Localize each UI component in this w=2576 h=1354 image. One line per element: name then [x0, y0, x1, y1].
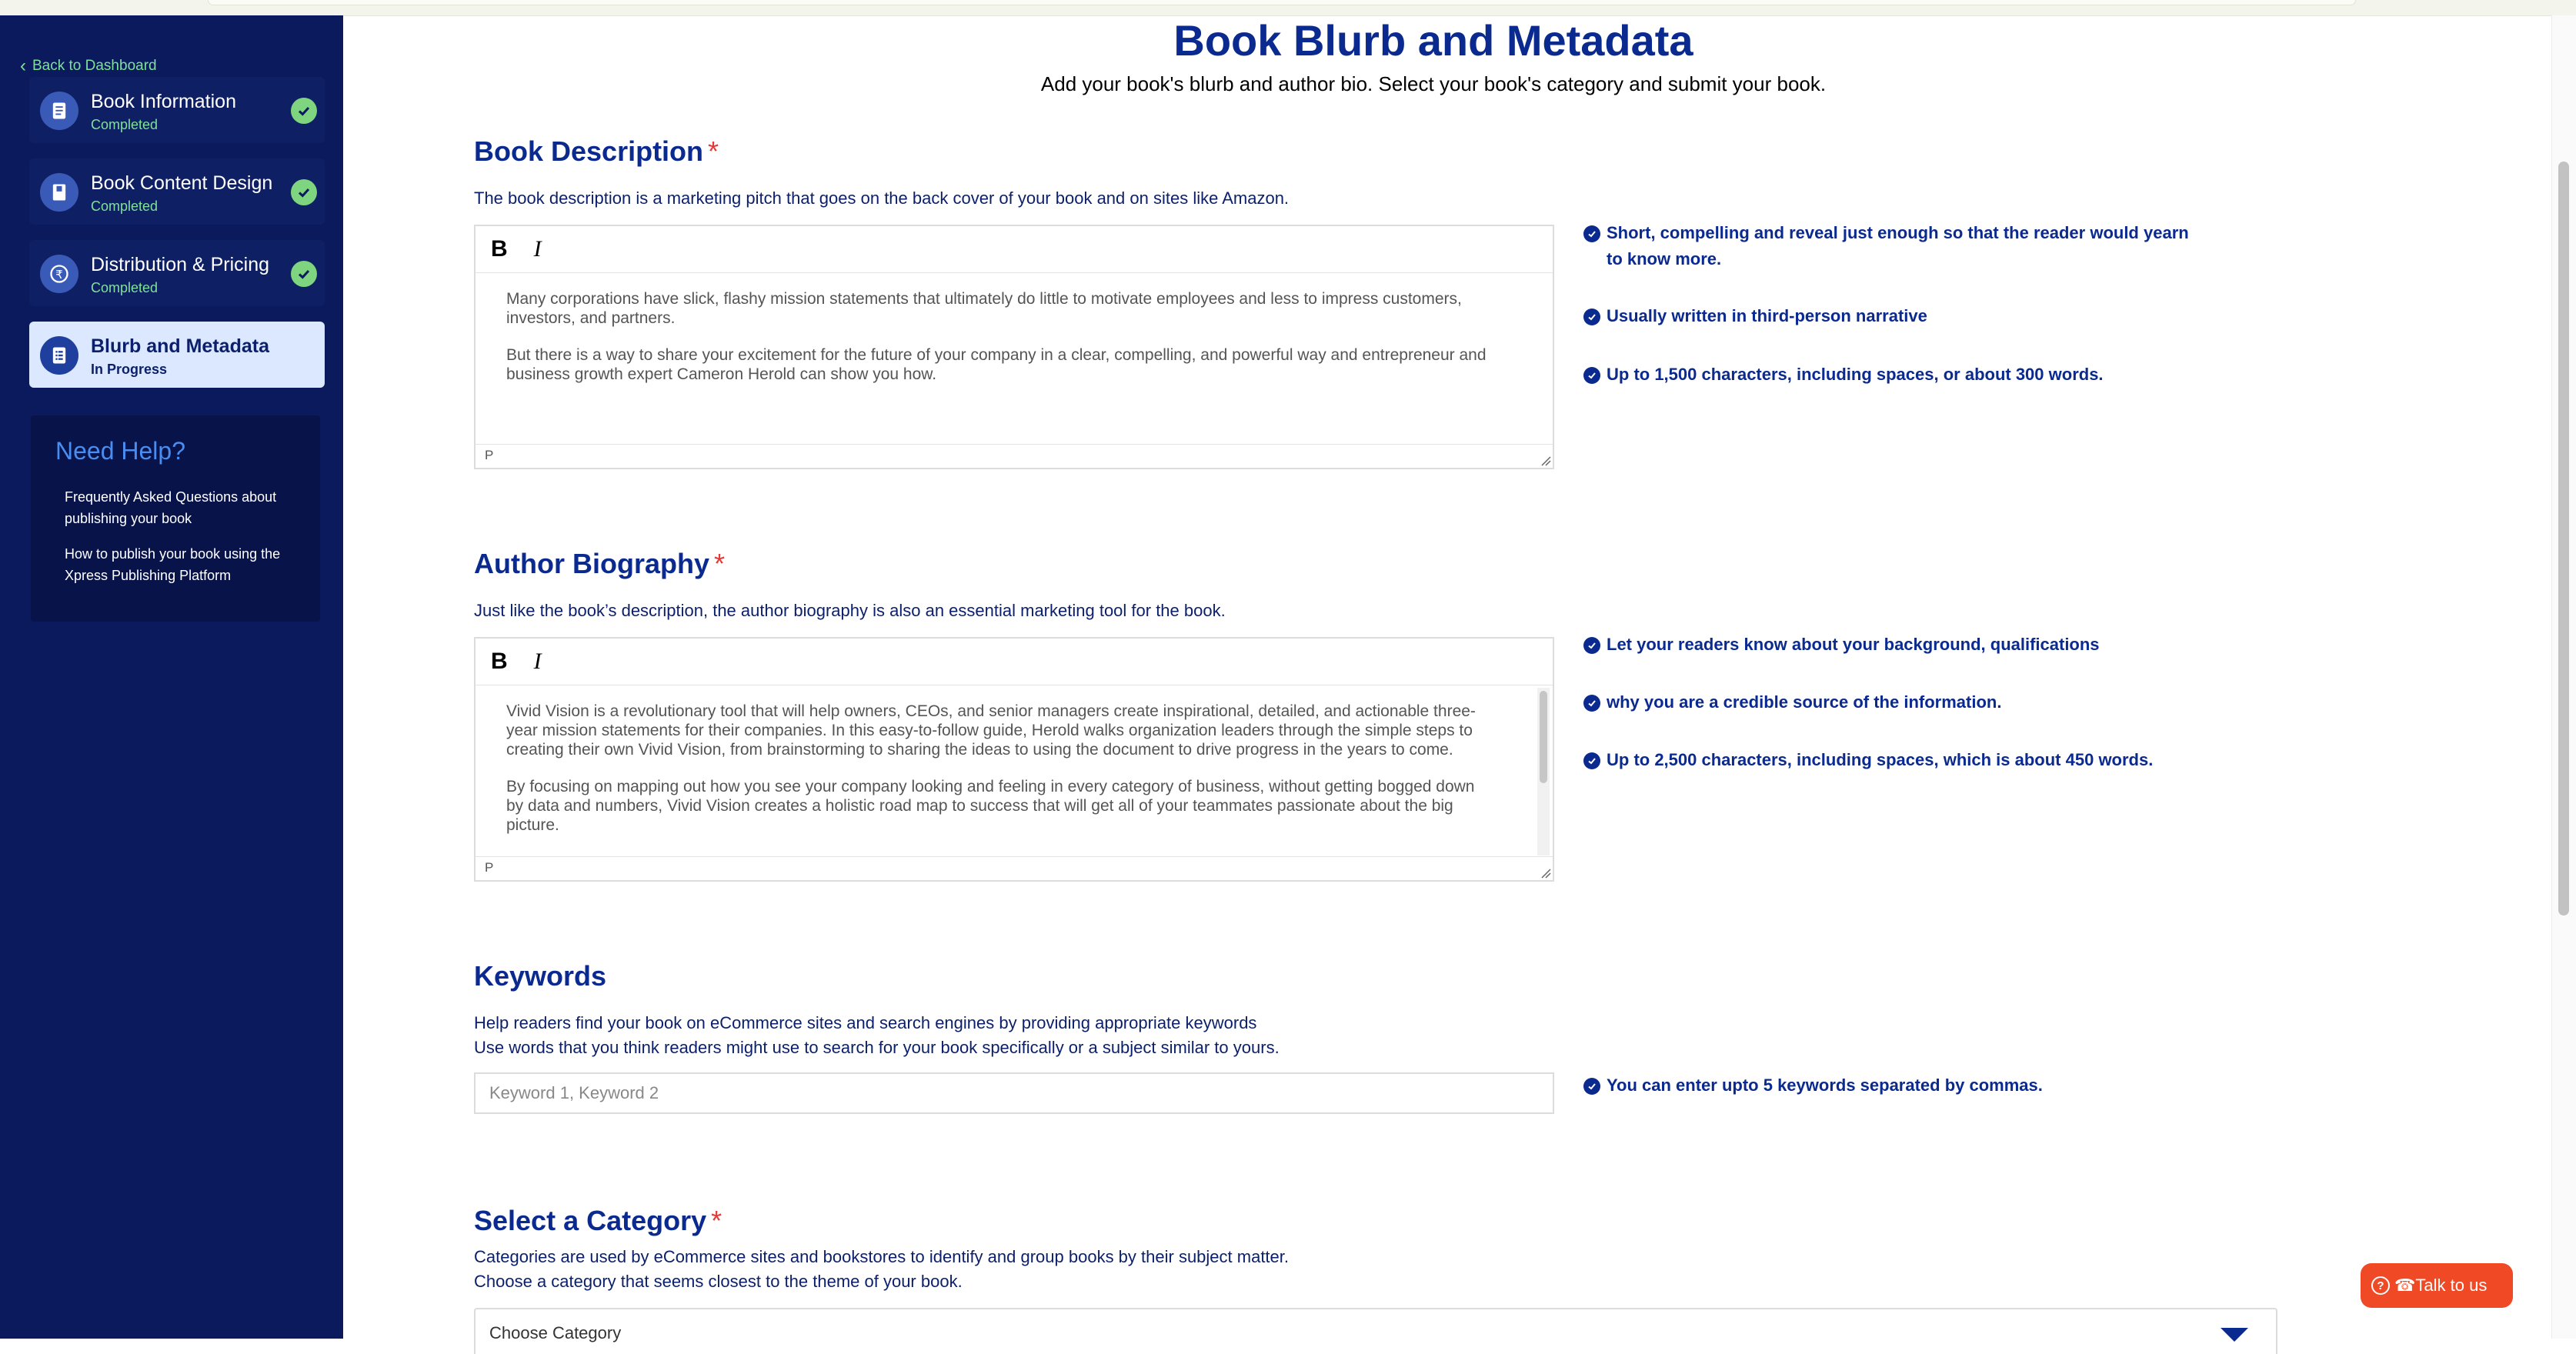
sidebar-step-distribution-pricing[interactable]	[29, 240, 325, 306]
book-description-editor[interactable]	[474, 225, 1554, 469]
help-circle-icon: ?	[2371, 1276, 2390, 1295]
tip-item	[1583, 303, 2191, 329]
tip-text: Short, compelling and reveal just enough so that the reader would yearn to know more.	[1607, 223, 2189, 268]
author-biography-editor[interactable]	[474, 637, 1554, 882]
back-to-dashboard-link[interactable]	[20, 57, 157, 75]
check-circle-icon	[1583, 695, 1600, 712]
author-biography-title	[474, 548, 725, 580]
required-mark: *	[713, 548, 725, 579]
editor-paragraph: By focusing on mapping out how you see your company looking and feeling in every category of business, without getting bogged down by data and numbers, Vivid Vision creates a holistic road map to success that will get all of your teammates passionate about the big picture.	[506, 778, 1475, 834]
italic-button[interactable]: I	[533, 649, 542, 674]
keywords-title: Keywords	[474, 960, 607, 992]
category-selected-value: Choose Category	[489, 1323, 622, 1342]
resize-handle-icon[interactable]	[1540, 868, 1551, 879]
tip-item	[1583, 632, 2191, 658]
sidebar-step-book-information[interactable]	[29, 77, 325, 143]
tip-text: You can enter upto 5 keywords separated by commas.	[1607, 1076, 2043, 1095]
talk-to-us-button[interactable]	[2361, 1263, 2513, 1308]
tip-text: Usually written in third-person narrative	[1607, 306, 1927, 325]
editor-content[interactable]	[475, 685, 1553, 857]
top-bar-edge	[208, 0, 2356, 5]
editor-toolbar	[475, 226, 1553, 273]
keywords-help-line2: Use words that you think readers might use to search for your book specifically or a subject similar to yours.	[474, 1038, 1280, 1057]
tip-text: Up to 1,500 characters, including spaces, or about 300 words.	[1607, 365, 2104, 384]
keywords-help-line1: Help readers find your book on eCommerce sites and search engines by providing appropriate keywords	[474, 1013, 1257, 1032]
tip-item	[1583, 747, 2191, 773]
sidebar-step-book-content-design[interactable]	[29, 158, 325, 225]
main-content	[343, 15, 2545, 1342]
check-circle-icon	[291, 179, 317, 205]
category-select[interactable]	[474, 1308, 2277, 1354]
editor-paragraph: Vivid Vision is a revolutionary tool that will help owners, CEOs, and senior managers create inspirational, detailed, and actionable three-year mission statements for their companies. In this easy-to-follow guide, Herold walks organization leaders through the simple steps to creating their own Vivid Vision, from brainstorming to sharing the ideas to using the document to drive progress in the years to come.	[506, 702, 1476, 759]
book-description-title	[474, 135, 719, 168]
help-link-faq[interactable]: Frequently Asked Questions about publishing your book	[65, 489, 277, 526]
caret-down-icon	[2221, 1328, 2248, 1342]
select-category-title	[474, 1205, 722, 1237]
bold-button[interactable]: B	[491, 236, 508, 262]
step-title: Book Content Design	[91, 172, 273, 194]
step-title: Blurb and Metadata	[91, 335, 269, 357]
check-circle-icon	[1583, 308, 1600, 325]
tip-text: Up to 2,500 characters, including spaces, which is about 450 words.	[1607, 750, 2154, 769]
author-biography-help: Just like the book’s description, the author biography is also an essential marketing tool for the book.	[474, 601, 1226, 620]
required-mark: *	[711, 1205, 722, 1236]
step-status: Completed	[91, 117, 158, 132]
section-title-text: Author Biography	[474, 548, 709, 579]
editor-content[interactable]	[475, 272, 1553, 445]
step-title: Book Information	[91, 91, 236, 112]
chevron-left-icon: ‹	[20, 55, 26, 76]
editor-scrollbar[interactable]	[1537, 688, 1550, 855]
need-help-title: Need Help?	[55, 437, 185, 465]
list-icon	[40, 336, 78, 375]
back-link-label: Back to Dashboard	[32, 58, 157, 74]
page-title: Book Blurb and Metadata	[1173, 16, 1693, 65]
tip-item	[1583, 362, 2191, 388]
rupee-icon	[40, 255, 78, 293]
editor-statusbar: P	[475, 856, 1553, 880]
italic-button[interactable]: I	[533, 236, 542, 262]
help-link-publishing-guide[interactable]: How to publish your book using the Xpress Publishing Platform	[65, 546, 281, 583]
check-circle-icon	[1583, 752, 1600, 769]
section-title-text: Select a Category	[474, 1205, 707, 1236]
category-help-line1: Categories are used by eCommerce sites and bookstores to identify and group books by their subject matter.	[474, 1247, 1290, 1266]
editor-paragraph: But there is a way to share your excitement for the future of your company in a clear, compelling, and powerful way and entrepreneur and business growth expert Cameron Herold can show you how.	[506, 346, 1487, 383]
sidebar-step-blurb-metadata[interactable]	[29, 322, 325, 388]
sidebar	[0, 15, 343, 1339]
check-circle-icon	[291, 98, 317, 124]
tip-item	[1583, 1072, 2191, 1099]
page-subtitle: Add your book's blurb and author bio. Select your book's category and submit your book.	[1040, 72, 1827, 95]
check-circle-icon	[1583, 1078, 1600, 1095]
tip-text: why you are a credible source of the information.	[1607, 692, 2002, 712]
required-mark: *	[708, 135, 719, 167]
keywords-input[interactable]	[474, 1072, 1554, 1114]
editor-toolbar	[475, 639, 1553, 685]
book-description-help: The book description is a marketing pitch that goes on the back cover of your book and on sites like Amazon.	[474, 188, 1290, 208]
step-status: In Progress	[91, 362, 168, 377]
book-icon	[40, 173, 78, 212]
category-help-line2: Choose a category that seems closest to the theme of your book.	[474, 1272, 963, 1291]
editor-statusbar: P	[475, 444, 1553, 468]
page-scrollbar-thumb[interactable]	[2558, 162, 2569, 915]
tip-item	[1583, 689, 2191, 715]
bold-button[interactable]: B	[491, 649, 508, 674]
tip-item	[1583, 220, 2191, 272]
browser-top-strip	[0, 0, 2576, 16]
resize-handle-icon[interactable]	[1540, 455, 1551, 466]
check-circle-icon	[1583, 367, 1600, 384]
check-circle-icon	[1583, 637, 1600, 654]
editor-paragraph: Many corporations have slick, flashy mission statements that ultimately do little to motivate employees and less to impress customers, investors, and partners.	[506, 290, 1462, 327]
step-status: Completed	[91, 280, 158, 295]
tip-text: Let your readers know about your background, qualifications	[1607, 635, 2100, 654]
check-circle-icon	[291, 261, 317, 287]
svg-text:₹: ₹	[55, 267, 63, 282]
check-circle-icon	[1583, 225, 1600, 242]
step-status: Completed	[91, 198, 158, 214]
talk-to-us-label: ☎Talk to us	[2394, 1276, 2488, 1295]
page-scrollbar[interactable]	[2551, 15, 2576, 1339]
document-icon	[40, 92, 78, 130]
need-help-panel	[31, 415, 320, 622]
step-title: Distribution & Pricing	[91, 254, 270, 275]
section-title-text: Book Description	[474, 135, 704, 167]
scrollbar-thumb[interactable]	[1540, 691, 1547, 783]
